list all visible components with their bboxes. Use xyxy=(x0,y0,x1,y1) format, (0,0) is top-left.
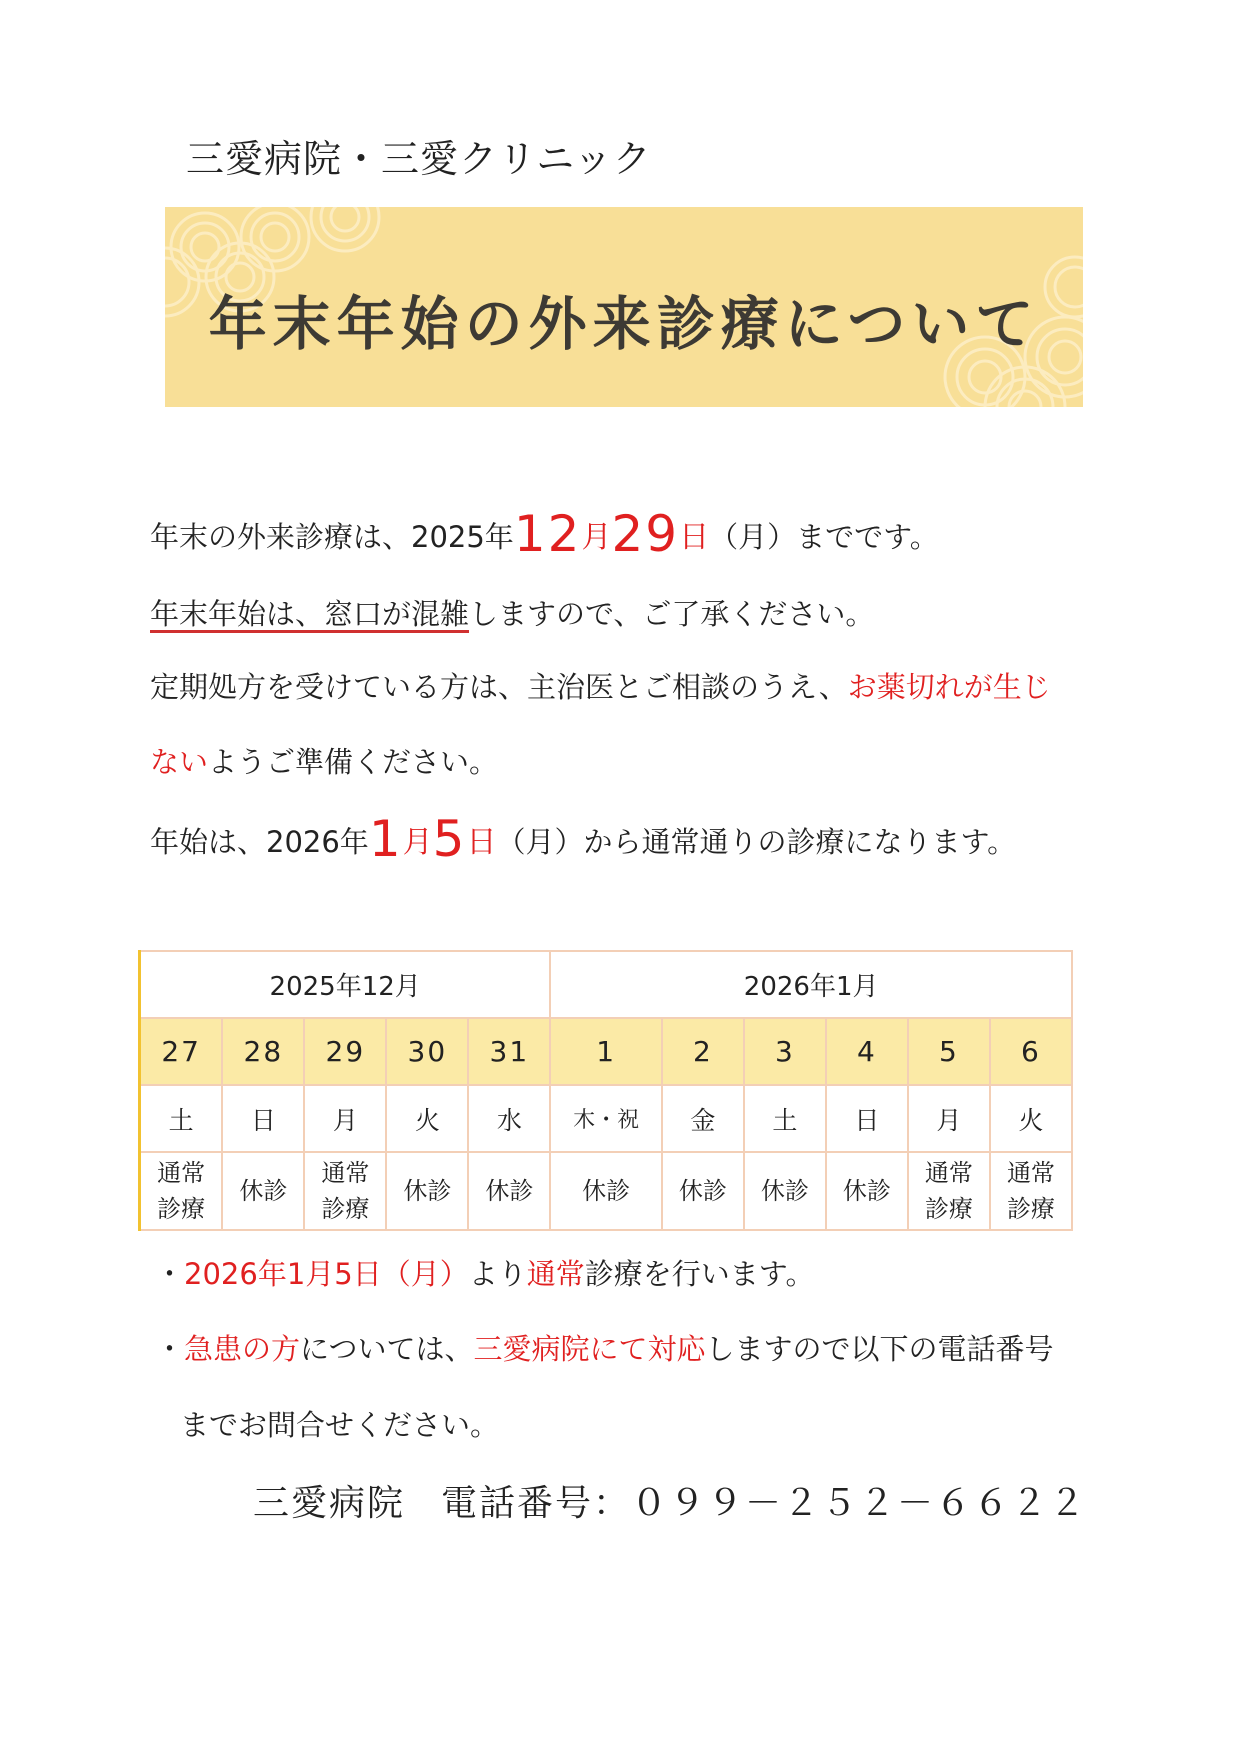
status-cell: 通常 診療 xyxy=(908,1152,990,1230)
status-cell: 通常 診療 xyxy=(304,1152,386,1230)
line5-prefix: 年始は、2026年 xyxy=(150,825,369,859)
bullet-continuation: までお問合せください。 xyxy=(180,1408,500,1442)
date-cell: 1 xyxy=(550,1018,662,1085)
title-banner xyxy=(165,207,1083,407)
line1-suffix: （月）までです。 xyxy=(709,520,939,554)
status-cell: 休診 xyxy=(662,1152,744,1230)
bullet1-text2: 診療を行います。 xyxy=(584,1257,815,1291)
line5-month-unit: 月 xyxy=(402,825,433,860)
date-row xyxy=(140,1018,1073,1085)
month-header-dec: 2025年12月 xyxy=(140,951,551,1018)
date-cell: 27 xyxy=(140,1018,223,1085)
line3-text: 定期処方を受けている方は、主治医とご相談のうえ、 xyxy=(150,670,848,704)
contact-phone xyxy=(253,1475,1087,1526)
notice-line-1 xyxy=(150,505,939,563)
weekday-cell: 日 xyxy=(826,1085,908,1152)
status-cell: 休診 xyxy=(550,1152,662,1230)
line1-day-unit: 日 xyxy=(679,520,710,555)
date-cell: 28 xyxy=(222,1018,304,1085)
bullet2-red2: 三愛病院にて対応 xyxy=(473,1332,706,1366)
hospital-name: 三愛病院・三愛クリニック xyxy=(186,137,652,181)
status-cell: 休診 xyxy=(386,1152,468,1230)
date-cell: 3 xyxy=(744,1018,826,1085)
weekday-cell: 水 xyxy=(468,1085,550,1152)
line3-red: お薬切れが生じ xyxy=(847,670,1051,704)
bullet-dot: ・ xyxy=(155,1332,185,1366)
line1-month-unit: 月 xyxy=(581,520,612,555)
line2-underlined: 年末年始は、窓口が混雑 xyxy=(150,597,470,631)
date-cell: 31 xyxy=(468,1018,550,1085)
line5-day-unit: 日 xyxy=(466,825,497,860)
line4-red: ない xyxy=(150,745,209,779)
line1-month: 12 xyxy=(513,505,582,563)
line4-text: ようご準備ください。 xyxy=(208,745,499,779)
bullet-emergency xyxy=(155,1327,1053,1368)
phone-label: 電話番号： xyxy=(441,1483,632,1524)
weekday-cell: 月 xyxy=(304,1085,386,1152)
weekday-cell: 金 xyxy=(662,1085,744,1152)
bullet2-text1: については、 xyxy=(300,1332,474,1366)
weekday-cell: 木・祝 xyxy=(550,1085,662,1152)
date-cell: 6 xyxy=(990,1018,1072,1085)
line1-day: 29 xyxy=(611,505,680,563)
notice-line-2 xyxy=(150,592,874,633)
status-cell: 休診 xyxy=(744,1152,826,1230)
date-cell: 5 xyxy=(908,1018,990,1085)
weekday-cell: 土 xyxy=(140,1085,223,1152)
line5-month: 1 xyxy=(368,810,403,868)
notice-line-3 xyxy=(150,665,1051,706)
line5-day: 5 xyxy=(432,810,467,868)
line1-prefix: 年末の外来診療は、2025年 xyxy=(150,520,514,554)
bullet1-text1: より xyxy=(468,1257,527,1291)
line5-suffix: （月）から通常通りの診療になります。 xyxy=(496,825,1017,859)
date-cell: 29 xyxy=(304,1018,386,1085)
bullet-dot: ・ xyxy=(155,1257,185,1291)
date-cell: 30 xyxy=(386,1018,468,1085)
bullet2-red1: 急患の方 xyxy=(184,1332,301,1366)
status-cell: 通常 診療 xyxy=(990,1152,1072,1230)
weekday-cell: 火 xyxy=(386,1085,468,1152)
weekday-cell: 火 xyxy=(990,1085,1072,1152)
weekday-cell: 日 xyxy=(222,1085,304,1152)
bullet1-red2: 通常 xyxy=(526,1257,585,1291)
bullet-resume xyxy=(155,1252,814,1293)
notice-line-5 xyxy=(150,810,1016,868)
status-cell: 休診 xyxy=(468,1152,550,1230)
status-cell: 休診 xyxy=(222,1152,304,1230)
date-cell: 2 xyxy=(662,1018,744,1085)
phone-number: ０９９－２５２－６６２２ xyxy=(631,1483,1088,1524)
weekday-row xyxy=(140,1085,1073,1152)
status-row xyxy=(140,1152,1073,1230)
month-header-jan: 2026年1月 xyxy=(550,951,1072,1018)
weekday-cell: 月 xyxy=(908,1085,990,1152)
month-row xyxy=(140,951,1073,1018)
bullet1-red1: 2026年1月5日（月） xyxy=(184,1257,469,1291)
holiday-calendar-table xyxy=(138,950,1073,1231)
status-cell: 休診 xyxy=(826,1152,908,1230)
bullet2-text2: しますので以下の電話番号 xyxy=(705,1332,1054,1366)
weekday-cell: 土 xyxy=(744,1085,826,1152)
contact-name: 三愛病院 xyxy=(253,1483,406,1524)
banner-title: 年末年始の外来診療について xyxy=(208,290,1040,358)
date-cell: 4 xyxy=(826,1018,908,1085)
notice-line-4 xyxy=(150,740,498,781)
status-cell: 通常 診療 xyxy=(140,1152,223,1230)
line2-rest: しますので、ご了承ください。 xyxy=(469,597,875,631)
